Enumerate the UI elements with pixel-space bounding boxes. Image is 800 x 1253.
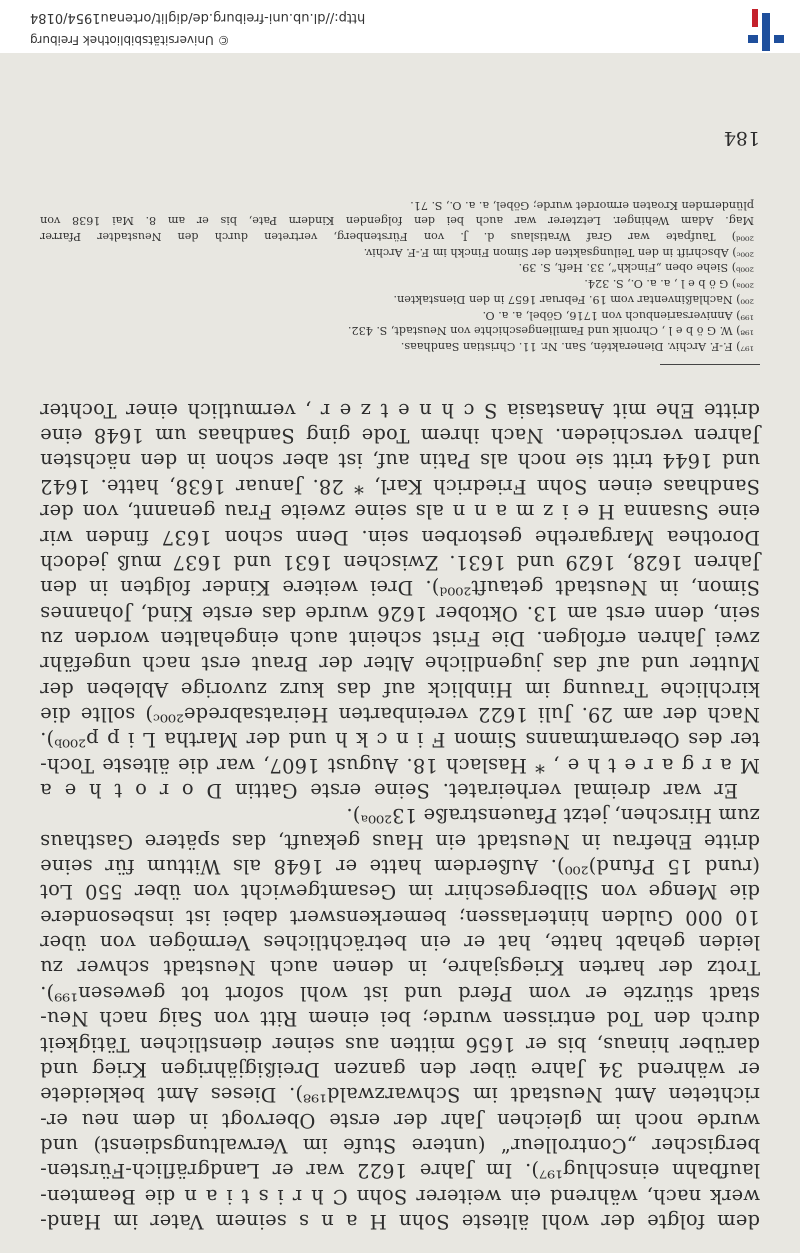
footnote: ²⁰⁰ᵃ) G ö b e l , a. a. O., S. 324. — [584, 277, 754, 291]
body-line: laufbahn einschlug¹⁹⁷). Im Jahre 1622 war er Landgräflich-Fürsten- — [40, 1159, 760, 1183]
body-line: und 1644 tritt sie noch als Patin auf, ist aber schon in den nächsten — [40, 449, 760, 473]
body-line: Simon, in Neustadt getauft²⁰⁰ᵈ). Drei weitere Kinder folgten in den — [40, 576, 760, 600]
body-line: werk nach, während ein weiterer Sohn C h r i s t i a n die Beamten- — [40, 1184, 760, 1208]
footnote-separator — [660, 364, 760, 365]
body-line: zwei Jahren erfolgen. Die Frist scheint auch eingehalten worden zu — [40, 626, 760, 650]
source-url-link[interactable]: http://dl.ub.uni-freiburg.de/diglit/ortenau1954/0184 — [30, 10, 366, 25]
body-line: Mutter und auf das jugendliche Alter der Braut erst nach ungefähr — [40, 652, 760, 676]
ub-freiburg-logo-icon — [734, 5, 794, 53]
body-line: Dorothea Margarethe gestorben sein. Denn schon 1637 finden wir — [40, 525, 760, 549]
footnote: ¹⁹⁹) Anniversarienbuch von 1716, Göbel, a. a. O. — [482, 308, 754, 322]
viewer-footer — [0, 0, 800, 53]
body-line: sein, denn erst am 13. Oktober 1626 wurde das erste Kind, Johannes — [40, 601, 760, 625]
body-line: kirchliche Trauung im Hinblick auf das kurz zuvorige Ableben der — [40, 677, 760, 701]
body-line: Nach der am 29. Juli 1622 vereinbarten Heiratsabrede²⁰⁰ᶜ) sollte die — [40, 703, 760, 726]
body-line: stadt stürzte er vom Pferd und ist wohl sofort tot gewesen¹⁹⁹). — [40, 981, 760, 1005]
body-line: eine Susanna H e i z m a n n als seine zweite Frau genannt, von der — [40, 500, 760, 524]
footnote: plündernden Kroaten ermordet wurde; Göbel, a. a. O., S. 71. — [410, 198, 754, 212]
body-line: Jahren 1628, 1629 und 1631. Zwischen 1631 und 1637 muß jedoch — [40, 550, 760, 574]
body-line: wurde noch im gleichen Jahr der erste Obervogt in dem neu er- — [40, 1108, 760, 1132]
footnote: ²⁰⁰ᶜ) Abschrift in den Teilungsakten der Simon Finckh im F.-F. Archiv. — [363, 245, 754, 259]
body-line: (rund 15 Pfund)²⁰⁰). Außerdem hatte er 1648 als Wittum für seine — [40, 855, 760, 879]
body-line: ter des Oberamtmanns Simon F i n c k h und der Martha L i p p²⁰⁰ᵇ). — [40, 728, 760, 752]
footnote: ²⁰⁰ᵇ) Siehe oben „Finckh“, 33. Heft, S. 39. — [518, 261, 754, 275]
body-line: M a r g a r e t h e , * Haslach 18. August 1607, war die älteste Toch- — [40, 753, 760, 777]
body-line: dem folgte der wohl älteste Sohn H a n s seinem Vater im Hand- — [40, 1210, 760, 1233]
body-line: Er war dreimal verheiratet. Seine erste Gattin D o r o t h e a — [40, 779, 738, 803]
body-line: zum Hirschen, jetzt Pfauenstraße 13²⁰⁰ᵃ). — [346, 804, 760, 828]
body-line: darüber hinaus, bis er 1656 mitten aus seiner dienstlichen Tätigkeit — [40, 1032, 760, 1056]
page-scan — [0, 53, 800, 1253]
body-line: Sandhaas einen Sohn Friedrich Karl, * 28. Januar 1638, hatte. 1642 — [40, 474, 760, 498]
body-line: die Menge von Silbergeschirr im Gesamtgewicht von über 550 Lot — [40, 880, 760, 904]
body-line: leiden gehabt hatte, hat er ein beträchtliches Vermögen von über — [40, 931, 760, 955]
body-line: Trotz der harten Kriegsjahre, in denen auch Neustadt schwer zu — [40, 956, 760, 980]
body-line: Jahren verschieden. Nach ihrem Tode ging Sandhaas um 1648 eine — [40, 424, 760, 448]
footnote: ²⁰⁰) Nachlaßinventar vom 19. Februar 1657 in den Dienstakten. — [393, 292, 754, 306]
body-line: durch den Tod entrissen wurde; bei einem Ritt von Saig nach Neu- — [40, 1007, 760, 1031]
body-line: er während 34 Jahre über den ganzen Dreißigjährigen Krieg und — [40, 1057, 760, 1081]
footnote: ²⁰⁰ᵈ) Taufpate war Graf Wratislaus d. J. von Fürstenberg, vertreten durch den Neustadter Pfarrer — [40, 230, 754, 244]
body-line: 10 000 Gulden hinterlassen; bemerkenswert dabei ist insbesondere — [40, 905, 760, 929]
footnote: Mag. Adam Wehinger. Letzterer war auch bei den folgenden Kindern Pate, bis er am 8. Mai 1638 von — [40, 214, 754, 228]
body-line: richteten Amt Neustadt im Schwarzwald¹⁹⁸). Dieses Amt bekleidete — [40, 1083, 760, 1107]
page-number: 184 — [723, 127, 760, 149]
body-line: bergischer „Controlleur“ (untere Stufe im Verwaltungsdienst) und — [40, 1133, 760, 1157]
footnote: ¹⁹⁸) W. G ö b e l , Chronik und Familiengeschichte von Neustadt, S. 432. — [347, 324, 754, 338]
footnote: ¹⁹⁷) F.-F. Archiv. Dieneraktén, San. Nr. 11. Christian Sandhaas. — [400, 340, 754, 353]
body-line: dritte Ehe mit Anastasia S c h n e t z e r , vermutlich einer Tochter — [40, 398, 760, 422]
copyright-text: © Universitätsbibliothek Freiburg — [30, 33, 230, 47]
body-line: dritte Ehefrau in Neustadt ein Haus gekauft, das spätere Gasthaus — [40, 829, 760, 853]
